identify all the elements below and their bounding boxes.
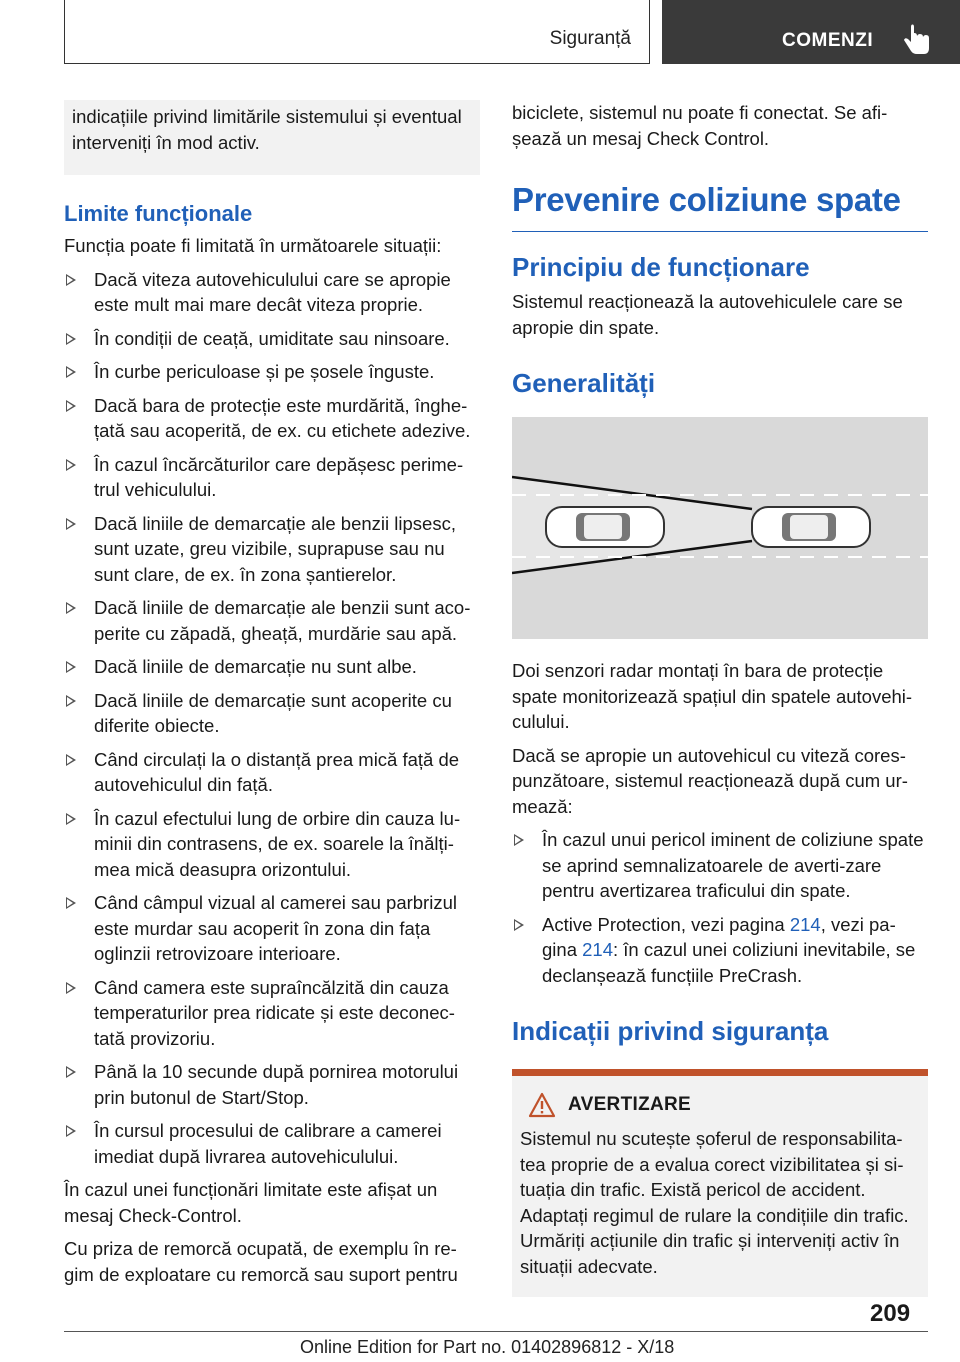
approach-text: Dacă se apropie un autovehicul cu viteză cores-punzătoare, sistemul reacționează după cum ur-mează: — [512, 744, 908, 817]
rear-car-icon — [546, 507, 664, 547]
warning-header — [520, 1092, 920, 1118]
triangle-bullet-icon — [66, 754, 76, 766]
main-heading: Prevenire coliziune spate — [512, 159, 928, 232]
page-link-214[interactable]: 214 — [789, 913, 821, 935]
triangle-bullet-icon — [66, 459, 76, 471]
triangle-bullet-icon — [66, 333, 76, 345]
continuation-text: biciclete, sistemul nu poate fi conectat. Se afi-șează un mesaj Check Control. — [512, 102, 888, 149]
reaction-list — [512, 827, 928, 988]
list-item: Dacă liniile de demarcație sunt acoperite cu diferite obiecte. — [64, 688, 480, 739]
list-item: Dacă liniile de demarcație ale benzii sunt aco-perite cu zăpadă, gheață, murdărie sau apă. — [64, 595, 480, 646]
hand-pointer-icon — [902, 24, 932, 56]
list-item: În curbe periculoase și pe șosele înguste. — [64, 359, 480, 385]
footer-edition: Online Edition for Part no. 01402896812 - X/18 — [300, 1337, 675, 1357]
principle-text: Sistemul reacționează la autovehiculele care se apropie din spate. — [512, 291, 903, 338]
list-item: Dacă viteza autovehiculului care se apropie este mult mai mare decât viteza proprie. — [64, 267, 480, 318]
intro-box — [64, 100, 480, 175]
triangle-bullet-icon — [66, 400, 76, 412]
list-item: Active Protection, vezi pagina 214, vezi pa-gina 214: în cazul unei coliziuni inevitabile, se declanșează funcțiile PreCrash. — [512, 912, 928, 989]
list-item: Dacă bara de protecție este murdărită, înghe-țată sau acoperită, de ex. cu etichete adezive. — [64, 393, 480, 444]
general-heading: Generalități — [512, 368, 656, 398]
footer-divider — [64, 1331, 928, 1332]
list-item: În cazul încărcăturilor care depășesc perime-trul vehiculului. — [64, 452, 480, 503]
list-item: Când camera este supraîncălzită din cauza temperaturilor prea ridicate și este deconec-tată provizoriu. — [64, 975, 480, 1052]
triangle-bullet-icon — [66, 813, 76, 825]
radar-text: Doi senzori radar montați în bara de protecție spate monitorizează spațiul din spatele autovehi-culului. — [512, 660, 913, 732]
triangle-bullet-icon — [66, 366, 76, 378]
list-item: Dacă liniile de demarcație nu sunt albe. — [64, 654, 480, 680]
trailer-text: Cu priza de remorcă ocupată, de exemplu în re-gim de exploatare cu remorcă sau suport pentru — [64, 1238, 458, 1285]
triangle-bullet-icon — [66, 1066, 76, 1078]
intro-text: indicațiile privind limitările sistemului și eventual interveniți în mod activ. — [72, 106, 462, 153]
triangle-bullet-icon — [66, 661, 76, 673]
header-section-box — [64, 0, 650, 64]
list-item: Când circulați la o distanță prea mică față de autovehiculul din față. — [64, 747, 480, 798]
rear-collision-illustration — [512, 417, 928, 639]
warning-text: Sistemul nu scutește șoferul de responsabilita-tea proprie de a evalua corect vizibilitatea și si-tuația din trafic. Există pericol de accident. Adaptați regimul de rulare la condițiile din trafic. Urmăriți acțiunile din trafic și interveniți activ în situații adecvate. — [520, 1128, 909, 1277]
list-item: Dacă liniile de demarcație ale benzii lipsesc, sunt uzate, greu vizibile, suprapuse sau nu sunt clare, de ex. în zona șantierelor. — [64, 511, 480, 588]
triangle-bullet-icon — [66, 518, 76, 530]
header-section-title: Siguranță — [549, 28, 631, 49]
triangle-bullet-icon — [66, 897, 76, 909]
list-item: În cazul unui pericol iminent de coliziune spate se aprind semnalizatoarele de averti-zare pentru avertizarea traficului din spate. — [512, 827, 928, 904]
list-item: În cazul efectului lung de orbire din cauza lu-minii din contrasens, de ex. soarele la înălți-mea mică deasupra orizontului. — [64, 806, 480, 883]
right-column — [512, 100, 928, 1297]
triangle-bullet-icon — [514, 919, 524, 931]
page-link-214-second[interactable]: 214 — [582, 939, 613, 960]
warning-title: AVERTIZARE — [568, 1094, 691, 1115]
warning-triangle-icon — [528, 1092, 556, 1118]
limits-list — [64, 267, 480, 1170]
triangle-bullet-icon — [66, 695, 76, 707]
header-category-label: COMENZI — [782, 30, 874, 51]
triangle-bullet-icon — [66, 274, 76, 286]
list-item: Când câmpul vizual al camerei sau parbrizul este murdar sau acoperit în zona din fața oglinzii retrovizoare interioare. — [64, 890, 480, 967]
safety-heading: Indicații privind siguranța — [512, 1016, 829, 1046]
warning-box — [512, 1069, 928, 1297]
front-car-icon — [752, 507, 870, 547]
list-item: În cursul procesului de calibrare a camerei imediat după livrarea autovehiculului. — [64, 1118, 480, 1169]
check-control-text: În cazul unei funcționări limitate este afișat un mesaj Check-Control. — [64, 1179, 438, 1226]
left-column — [64, 100, 480, 1295]
triangle-bullet-icon — [514, 834, 524, 846]
limits-intro: Funcția poate fi limitată în următoarele situații: — [64, 235, 442, 256]
triangle-bullet-icon — [66, 982, 76, 994]
list-item: În condiții de ceață, umiditate sau ninsoare. — [64, 326, 480, 352]
triangle-bullet-icon — [66, 1125, 76, 1137]
page-number: 209 — [870, 1300, 911, 1327]
header-category-tab[interactable] — [662, 0, 960, 64]
principle-heading: Principiu de funcționare — [512, 252, 810, 282]
triangle-bullet-icon — [66, 602, 76, 614]
list-item: Până la 10 secunde după pornirea motorului prin butonul de Start/Stop. — [64, 1059, 480, 1110]
limits-heading: Limite funcționale — [64, 201, 253, 226]
